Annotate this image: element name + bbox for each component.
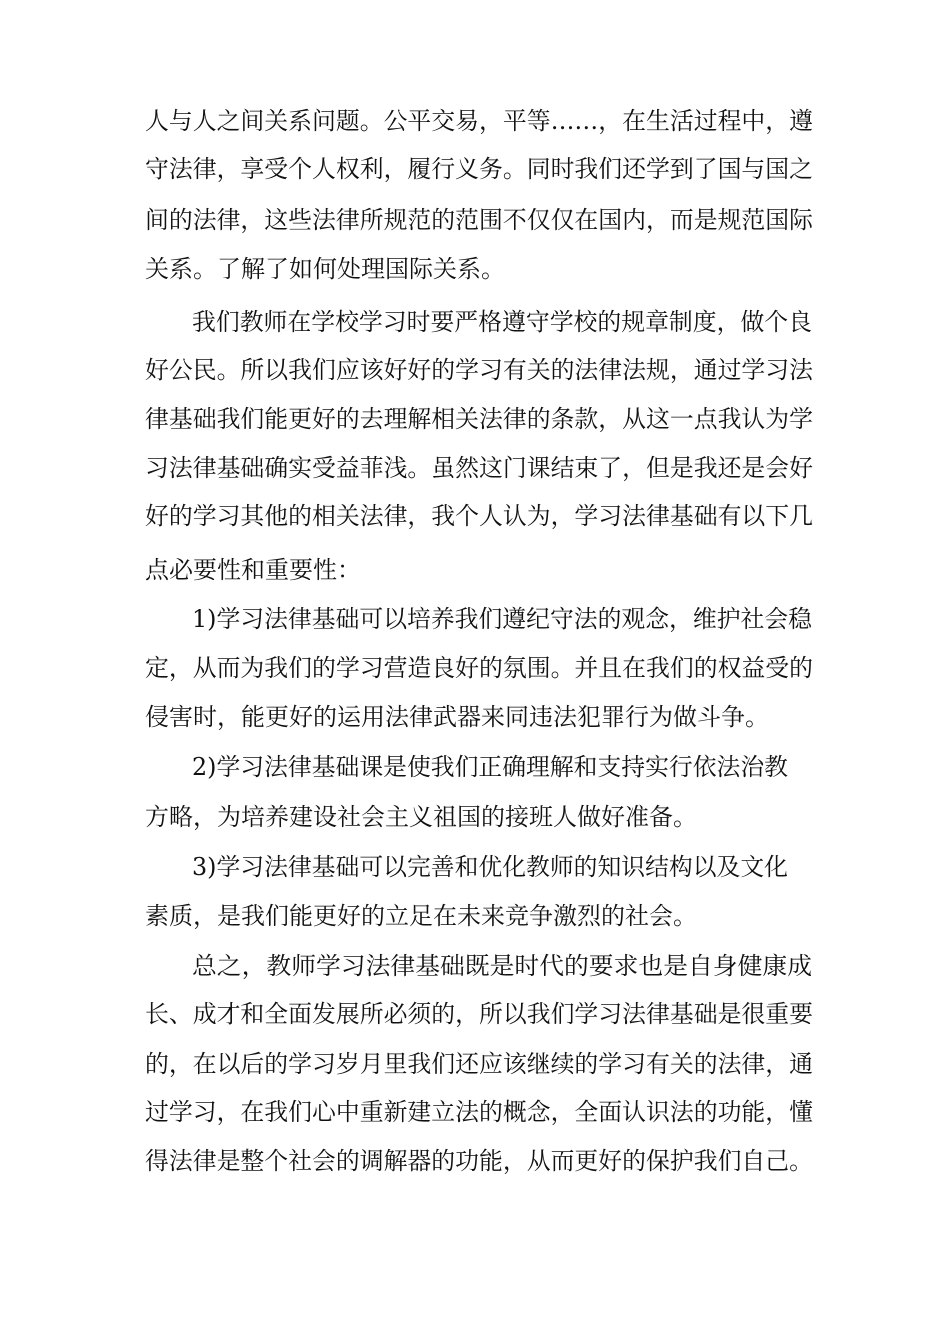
paragraph-line: 我们教师在学校学习时要严格遵守学校的规章制度，做个良 xyxy=(192,308,812,336)
paragraph-line: 习法律基础确实受益菲浅。虽然这门课结束了，但是我还是会好 xyxy=(145,454,813,482)
paragraph-line: 点必要性和重要性： xyxy=(145,556,361,584)
paragraph-line: 1)学习法律基础可以培养我们遵纪守法的观念，维护社会稳 xyxy=(192,605,812,633)
paragraph-line: 过学习，在我们心中重新建立法的概念，全面认识法的功能，懂 xyxy=(145,1098,813,1126)
paragraph-line: 总之，教师学习法律基础既是时代的要求也是自身健康成 xyxy=(192,952,812,980)
paragraph-line: 得法律是整个社会的调解器的功能，从而更好的保护我们自己。 xyxy=(145,1147,813,1175)
paragraph-line: 长、成才和全面发展所必须的，所以我们学习法律基础是很重要 xyxy=(145,1000,813,1028)
paragraph-line: 素质，是我们能更好的立足在未来竞争激烈的社会。 xyxy=(145,902,697,930)
paragraph-line: 好公民。所以我们应该好好的学习有关的法律法规，通过学习法 xyxy=(145,356,813,384)
paragraph-line: 关系。了解了如何处理国际关系。 xyxy=(145,255,505,283)
paragraph-line: 好的学习其他的相关法律，我个人认为，学习法律基础有以下几 xyxy=(145,502,813,530)
paragraph-line: 方略，为培养建设社会主义祖国的接班人做好准备。 xyxy=(145,803,697,831)
paragraph-line: 守法律，享受个人权利，履行义务。同时我们还学到了国与国之 xyxy=(145,155,813,183)
paragraph-line: 间的法律，这些法律所规范的范围不仅仅在国内，而是规范国际 xyxy=(145,206,813,234)
paragraph-line: 律基础我们能更好的去理解相关法律的条款，从这一点我认为学 xyxy=(145,405,813,433)
paragraph-line: 定，从而为我们的学习营造良好的氛围。并且在我们的权益受的 xyxy=(145,654,813,682)
paragraph-line: 的，在以后的学习岁月里我们还应该继续的学习有关的法律，通 xyxy=(145,1050,813,1078)
paragraph-line: 2)学习法律基础课是使我们正确理解和支持实行依法治教 xyxy=(192,753,788,781)
paragraph-line: 3)学习法律基础可以完善和优化教师的知识结构以及文化 xyxy=(192,853,788,881)
paragraph-line: 人与人之间关系问题。公平交易，平等……，在生活过程中，遵 xyxy=(145,107,813,135)
paragraph-line: 侵害时，能更好的运用法律武器来同违法犯罪行为做斗争。 xyxy=(145,703,769,731)
